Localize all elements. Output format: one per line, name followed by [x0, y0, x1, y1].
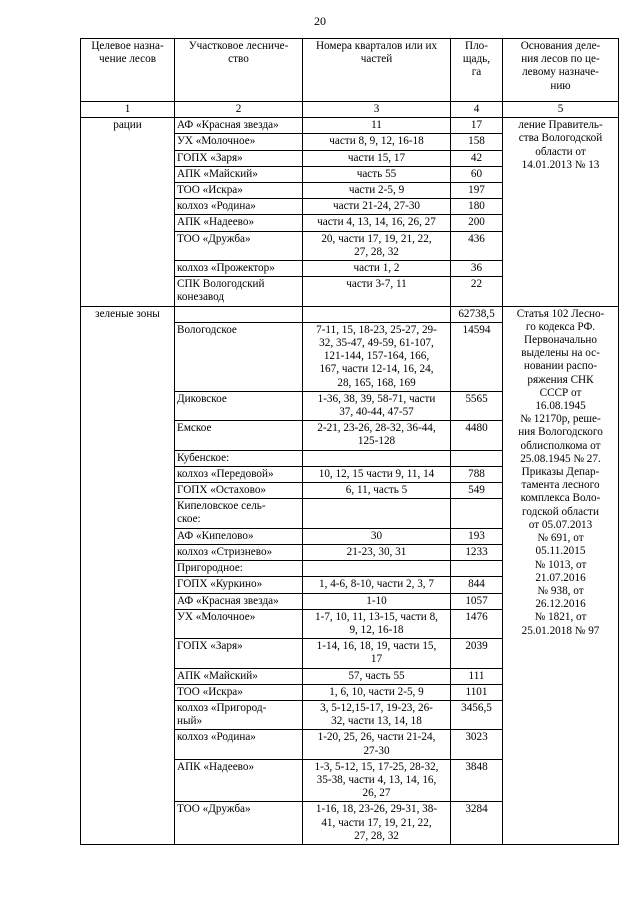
column-number: 1	[81, 102, 175, 118]
forestry-cell: колхоз «Передовой»	[175, 466, 303, 482]
area-cell: 4480	[451, 421, 503, 450]
quarters-cell: части 15, 17	[303, 150, 451, 166]
forest-purpose-table	[80, 38, 619, 845]
area-cell: 3456,5	[451, 700, 503, 729]
quarters-cell: 1, 4-6, 8-10, части 2, 3, 7	[303, 577, 451, 593]
area-cell: 111	[451, 668, 503, 684]
area-cell: 200	[451, 215, 503, 231]
quarters-cell: 57, часть 55	[303, 668, 451, 684]
area-cell: 1101	[451, 684, 503, 700]
quarters-cell: часть 55	[303, 166, 451, 182]
forestry-cell: колхоз «Стризнево»	[175, 544, 303, 560]
area-cell: 42	[451, 150, 503, 166]
quarters-cell	[303, 499, 451, 528]
forestry-cell: Кипеловское сель- ское:	[175, 499, 303, 528]
quarters-cell: 21-23, 30, 31	[303, 544, 451, 560]
area-cell: 1233	[451, 544, 503, 560]
area-cell: 158	[451, 134, 503, 150]
quarters-cell: 1-10	[303, 593, 451, 609]
area-cell: 22	[451, 277, 503, 306]
column-number: 5	[503, 102, 619, 118]
area-cell: 788	[451, 466, 503, 482]
basis-cell: ление Правитель- ства Вологодской области от 14.01.2013 № 13	[503, 118, 619, 306]
area-cell: 193	[451, 528, 503, 544]
header-forestry: Участковое лесниче- ство	[175, 39, 303, 102]
quarters-cell: части 3-7, 11	[303, 277, 451, 306]
area-cell: 549	[451, 483, 503, 499]
quarters-cell: части 8, 9, 12, 16-18	[303, 134, 451, 150]
quarters-cell: 11	[303, 118, 451, 134]
quarters-cell	[303, 306, 451, 322]
table-row	[81, 118, 619, 134]
total-area-cell: 62738,5	[451, 306, 503, 322]
quarters-cell: 30	[303, 528, 451, 544]
forestry-cell	[175, 306, 303, 322]
area-cell: 3284	[451, 802, 503, 845]
forestry-cell: АПК «Майский»	[175, 668, 303, 684]
area-cell: 180	[451, 199, 503, 215]
quarters-cell: 1-20, 25, 26, части 21-24, 27-30	[303, 730, 451, 759]
forestry-cell: ТОО «Дружба»	[175, 231, 303, 260]
quarters-cell: части 21-24, 27-30	[303, 199, 451, 215]
header-purpose: Целевое назна- чение лесов	[81, 39, 175, 102]
quarters-cell: 1-16, 18, 23-26, 29-31, 38- 41, части 17, 19, 21, 22, 27, 28, 32	[303, 802, 451, 845]
purpose-cell: зеленые зоны	[81, 306, 175, 844]
quarters-cell: 1-36, 38, 39, 58-71, части 37, 40-44, 47-57	[303, 391, 451, 420]
area-cell: 5565	[451, 391, 503, 420]
quarters-cell: части 4, 13, 14, 16, 26, 27	[303, 215, 451, 231]
quarters-cell: 20, части 17, 19, 21, 22, 27, 28, 32	[303, 231, 451, 260]
forestry-cell: Диковское	[175, 391, 303, 420]
quarters-cell: части 1, 2	[303, 261, 451, 277]
forestry-cell: колхоз «Родина»	[175, 199, 303, 215]
forestry-cell: ГОПХ «Заря»	[175, 150, 303, 166]
area-cell: 17	[451, 118, 503, 134]
header-basis: Основания деле- ния лесов по це- левому назначе- нию	[503, 39, 619, 102]
forestry-cell: УХ «Молочное»	[175, 609, 303, 638]
forestry-cell: АФ «Красная звезда»	[175, 118, 303, 134]
basis-cell: Статья 102 Лесно- го кодекса РФ. Первоначально выделены на ос- новании распо- ряжения СНК СССР от 16.08.1945 № 12170р, реше- ния Вологодского облисполкома от 25.08.1945 № 27. Приказы Депар- тамента лесного комплекса Воло- годской области от 05.07.2013 № 691, от 05.11.2015 № 1013, от 21.07.2016 № 938, от 26.12.2016 № 1821, от 25.01.2018 № 97	[503, 306, 619, 844]
quarters-cell: части 2-5, 9	[303, 183, 451, 199]
area-cell: 36	[451, 261, 503, 277]
area-cell	[451, 499, 503, 528]
area-cell: 2039	[451, 639, 503, 668]
forestry-cell: ГОПХ «Заря»	[175, 639, 303, 668]
forestry-cell: ТОО «Искра»	[175, 684, 303, 700]
forestry-cell: ТОО «Дружба»	[175, 802, 303, 845]
area-cell	[451, 561, 503, 577]
forestry-cell: Вологодское	[175, 322, 303, 391]
area-cell: 1057	[451, 593, 503, 609]
quarters-cell	[303, 450, 451, 466]
header-area: Пло- щадь, га	[451, 39, 503, 102]
purpose-cell: рации	[81, 118, 175, 306]
forestry-cell: ТОО «Искра»	[175, 183, 303, 199]
area-cell: 197	[451, 183, 503, 199]
column-number: 4	[451, 102, 503, 118]
forestry-cell: УХ «Молочное»	[175, 134, 303, 150]
column-number: 3	[303, 102, 451, 118]
quarters-cell: 1-3, 5-12, 15, 17-25, 28-32, 35-38, части 4, 13, 14, 16, 26, 27	[303, 759, 451, 802]
forestry-cell: Кубенское:	[175, 450, 303, 466]
area-cell: 14594	[451, 322, 503, 391]
area-cell: 844	[451, 577, 503, 593]
page-number: 20	[314, 14, 326, 28]
column-number: 2	[175, 102, 303, 118]
forestry-cell: ГОПХ «Куркино»	[175, 577, 303, 593]
header-quarters: Номера кварталов или их частей	[303, 39, 451, 102]
table-row	[81, 306, 619, 322]
quarters-cell: 1, 6, 10, части 2-5, 9	[303, 684, 451, 700]
area-cell: 3848	[451, 759, 503, 802]
quarters-cell	[303, 561, 451, 577]
area-cell	[451, 450, 503, 466]
forestry-cell: Емское	[175, 421, 303, 450]
quarters-cell: 1-14, 16, 18, 19, части 15, 17	[303, 639, 451, 668]
quarters-cell: 3, 5-12,15-17, 19-23, 26- 32, части 13, 14, 18	[303, 700, 451, 729]
forestry-cell: АПК «Надеево»	[175, 215, 303, 231]
forestry-cell: Пригородное:	[175, 561, 303, 577]
quarters-cell: 1-7, 10, 11, 13-15, части 8, 9, 12, 16-18	[303, 609, 451, 638]
forestry-cell: АПК «Надеево»	[175, 759, 303, 802]
area-cell: 3023	[451, 730, 503, 759]
forestry-cell: АФ «Красная звезда»	[175, 593, 303, 609]
area-cell: 60	[451, 166, 503, 182]
quarters-cell: 10, 12, 15 части 9, 11, 14	[303, 466, 451, 482]
area-cell: 1476	[451, 609, 503, 638]
forestry-cell: ГОПХ «Остахово»	[175, 483, 303, 499]
quarters-cell: 2-21, 23-26, 28-32, 36-44, 125-128	[303, 421, 451, 450]
forestry-cell: колхоз «Родина»	[175, 730, 303, 759]
forestry-cell: колхоз «Пригород- ный»	[175, 700, 303, 729]
forestry-cell: АПК «Майский»	[175, 166, 303, 182]
quarters-cell: 7-11, 15, 18-23, 25-27, 29- 32, 35-47, 49-59, 61-107, 121-144, 157-164, 166, 167, части 12-14, 16, 24, 28, 165, 168, 169	[303, 322, 451, 391]
forestry-cell: СПК Вологодский конезавод	[175, 277, 303, 306]
quarters-cell: 6, 11, часть 5	[303, 483, 451, 499]
forestry-cell: колхоз «Прожектор»	[175, 261, 303, 277]
forestry-cell: АФ «Кипелово»	[175, 528, 303, 544]
area-cell: 436	[451, 231, 503, 260]
